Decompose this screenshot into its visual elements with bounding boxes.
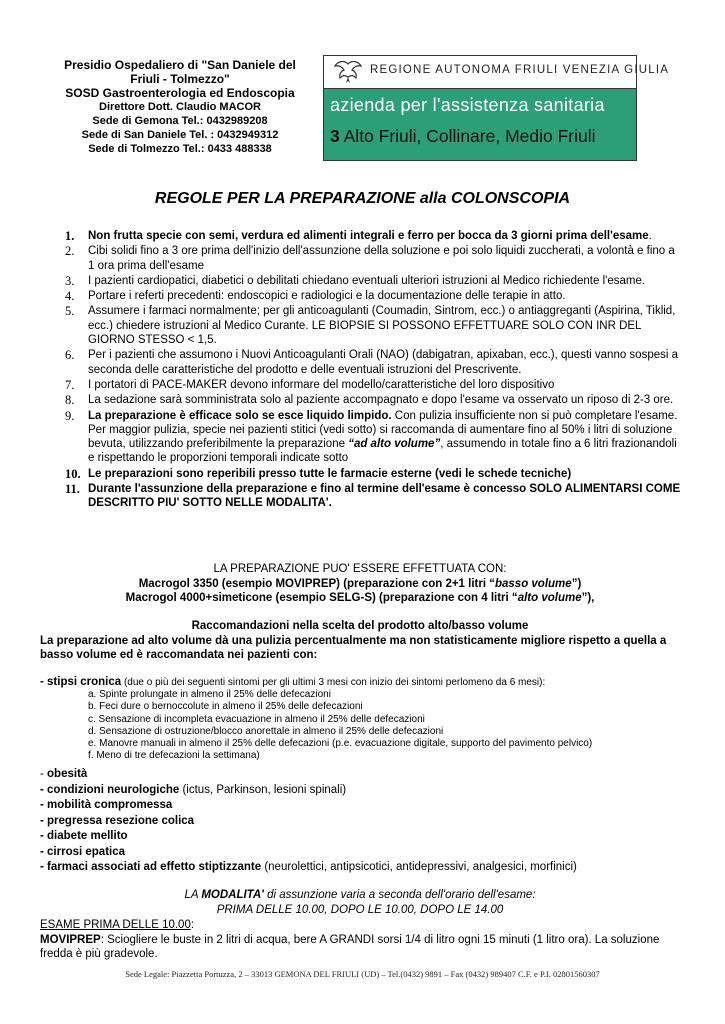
condition-item: - obesità — [40, 768, 88, 780]
rule-item — [62, 467, 682, 481]
rule-emph-text: “ad alto volume” — [348, 438, 441, 451]
preparation-options — [40, 562, 680, 606]
rule-text: Le preparazioni sono reperibili presso tutte le farmacie esterne (vedi le schede tecniche) — [88, 467, 572, 480]
rule-number: 4. — [65, 289, 75, 304]
logo-region-text: REGIONE AUTONOMA FRIULI VENEZIA GIULIA — [370, 64, 670, 76]
rule-number: 8. — [65, 393, 75, 408]
rule-item — [62, 482, 682, 511]
symptom-item: d. Sensazione di ostruzione/blocco anorettale in almeno il 25% delle defecazioni — [88, 725, 444, 737]
header-line: Sede di Gemona Tel.: 0432989208 — [92, 115, 268, 127]
rule-text: Per i pazienti che assumono i Nuovi Anticoagulanti Orali (NAO) (dabigatran, apixaban, ecc.), questi vanno sospesi a seconda delle caratteristiche del prodotto e delle eventuali istruzioni del Prescrivente. — [88, 349, 679, 376]
recommendations — [40, 619, 680, 663]
logo-green-band — [324, 89, 636, 160]
rule-item — [62, 229, 682, 243]
page-footer: Sede Legale: Piazzetta Portuzza, 2 – 33013 GEMONA DEL FRIULI (UD) – Tel.(0432) 9891 – Fax (0432) 989407 C.F. e P.I. 02801560307 — [125, 969, 600, 979]
condition-item: - mobilità compromessa — [40, 799, 173, 811]
header-line: Sede di Tolmezzo Tel.: 0433 488338 — [88, 143, 272, 155]
condition-item: - diabete mellito — [40, 830, 128, 842]
rule-item — [62, 244, 682, 273]
rule-item — [62, 304, 682, 347]
symptom-item: e. Manovre manuali in almeno il 25% delle defecazioni (p.e. evacuazione digitale, supporto del pavimento pelvico) — [88, 738, 593, 750]
conditions-list — [40, 767, 700, 876]
exam-heading: ESAME PRIMA DELLE 10.00: — [40, 919, 195, 931]
rule-text: I pazienti cardiopatici, diabetici o debilitati chiedano eventuali ulteriori istruzioni al Medico richiedente l'esame. — [88, 274, 646, 287]
rule-number: 3. — [65, 273, 75, 288]
logo-agency-name: azienda per l'assistenza sanitaria — [330, 95, 605, 115]
stipsi-symptoms — [88, 689, 708, 763]
rule-item — [62, 378, 682, 392]
rule-text: I portatori di PACE-MAKER devono informare del modello/caratteristiche del loro dispositivo — [88, 378, 555, 391]
rule-number: 6. — [65, 348, 75, 363]
rule-text-2: , assumendo in totale fino a 6 litri frazionandoli e rispettando le proporzioni temporali indicate sotto — [88, 438, 677, 465]
rule-text: Non frutta specie con semi, verdura ed alimenti integrali e ferro per bocca da 3 giorni prima dell'esame — [88, 230, 649, 242]
header-line: Sede di San Daniele Tel. : 0432949312 — [81, 129, 279, 141]
header-line: Direttore Dott. Claudio MACOR — [99, 101, 261, 113]
rule-number: 11. — [65, 482, 80, 497]
symptom-item: f. Meno di tre defecazioni la settimana) — [88, 750, 260, 762]
modalita-line: LA MODALITA' di assunzione varia a seconda dell'orario dell'esame: — [184, 889, 536, 901]
rule-bold-text: La preparazione è efficace solo se esce liquido limpido. — [88, 409, 392, 422]
header-line: Presidio Ospedaliero di "San Daniele del — [64, 58, 296, 72]
rule-number: 5. — [65, 304, 75, 319]
rule-text: Con pulizia insufficiente non si può completare l'esame. Per maggior pulizia, specie nei pazienti stitici (vedi sotto) si raccomanda di aumentare fino al 50% i litri di soluzione bevuta, utilizzando preferibilmente la preparazione — [88, 409, 678, 451]
rule-text: Assumere i farmaci normalmente; per gli anticoagulanti (Coumadin, Sintrom, ecc.) o antiaggreganti (Aspirina, Tiklid, ecc.) chiedere istruzioni al Medico Curante. LE BIOPSIE SI POSSONO EFFETTUARE SOLO CON INR DEL GIORNO STESSO < 1,5. — [88, 305, 676, 347]
recommendations-text: La preparazione ad alto volume dà una pulizia percentualmente ma non statisticamente migliore rispetto a quella a basso volume ed è raccomandata nei pazienti con: — [40, 634, 667, 661]
stipsi-note: (due o più dei seguenti sintomi per gli ultimi 3 mesi con inizio dei sintomi perlomeno da 6 mesi): — [121, 677, 546, 688]
asl-logo — [323, 55, 670, 161]
header-line: Friuli - Tolmezzo" — [130, 72, 230, 86]
prep-option-selg: Macrogol 4000+simeticone (esempio SELG-S) (preparazione con 4 litri “alto volume”), — [125, 592, 595, 604]
condition-item: - condizioni neurologiche (ictus, Parkinson, lesioni spinali) — [40, 783, 347, 796]
logo-district-name: Alto Friuli, Collinare, Medio Friuli — [339, 126, 596, 146]
rule-number: 1. — [65, 229, 75, 243]
rule-item — [62, 348, 682, 377]
rule-number: 2. — [65, 244, 75, 259]
rule-number: 10. — [65, 466, 81, 481]
page-title: REGOLE PER LA PREPARAZIONE alla COLONSCOPIA — [154, 190, 571, 207]
header-line: SOSD Gastroenterologia ed Endoscopia — [65, 86, 295, 100]
condition-item: - cirrosi epatica — [40, 845, 126, 858]
exam-text: MOVIPREP: Sciogliere le buste in 2 litri di acqua, bere A GRANDI sorsi 1/4 di litro ogni 15 minuti (1 litro ora). La soluzione fredda è più gradevole. — [40, 933, 660, 960]
rule-text: La sedazione sarà somministrata solo al paziente accompagnato e dopo l'esame va osservato un riposo di 2-3 ore. — [88, 394, 674, 407]
logo-region-band — [324, 56, 670, 89]
rule-number: 9. — [65, 408, 75, 423]
rule-text: Portare i referti precedenti: endoscopici e radiologici e la documentazione delle terapie in atto. — [88, 290, 566, 303]
rule-text: Durante l'assunzione della preparazione e fino al termine dell'esame è concesso SOLO ALIMENTARSI COME DESCRITTO PIU' SOTTO NELLE MODALITA'. — [88, 483, 681, 510]
rule-item — [62, 289, 682, 303]
symptom-item: b. Feci dure o bernoccolute in almeno il 25% delle defecazioni — [88, 701, 363, 713]
hospital-header — [40, 58, 320, 156]
rule-tail: . — [648, 230, 652, 242]
prep-option-moviprep: Macrogol 3350 (esempio MOVIPREP) (preparazione con 2+1 litri “basso volume”) — [138, 577, 582, 590]
exam-instructions — [40, 918, 680, 962]
condition-item: - farmaci associati ad effetto stiptizzante (neurolettici, antipsicotici, antidepressivi, analgesici, morfinici) — [40, 861, 577, 873]
logo-district-number: 3 — [330, 126, 340, 146]
symptom-item: a. Spinte prolungate in almeno il 25% delle defecazioni — [88, 689, 331, 700]
eagle-icon — [330, 58, 366, 86]
prep-heading: LA PREPARAZIONE PUO' ESSERE EFFETTUATA CON: — [213, 563, 507, 575]
rule-text: Cibi solidi fino a 3 ore prima dell'inizio dell'assunzione della soluzione e poi solo liquidi zuccherati, a volontà e fino a 1 ora prima dell'esame — [88, 245, 675, 272]
rule-item — [62, 393, 682, 407]
rule-item — [62, 274, 682, 288]
stipsi-heading — [40, 675, 700, 690]
rule-number: 7. — [65, 377, 75, 392]
rules-list — [62, 229, 682, 511]
rule-item — [62, 409, 682, 466]
condition-item: - pregressa resezione colica — [40, 814, 195, 827]
recommendations-title: Raccomandazioni nella scelta del prodotto alto/basso volume — [191, 620, 529, 632]
modalita-times: PRIMA DELLE 10.00, DOPO LE 10.00, DOPO LE 14.00 — [216, 903, 504, 916]
modalita-block — [40, 888, 680, 917]
stipsi-label: - stipsi cronica — [40, 676, 122, 688]
symptom-item: c. Sensazione di incompleta evacuazione in almeno il 25% delle defecazioni — [88, 713, 425, 725]
logo-district — [330, 126, 596, 147]
